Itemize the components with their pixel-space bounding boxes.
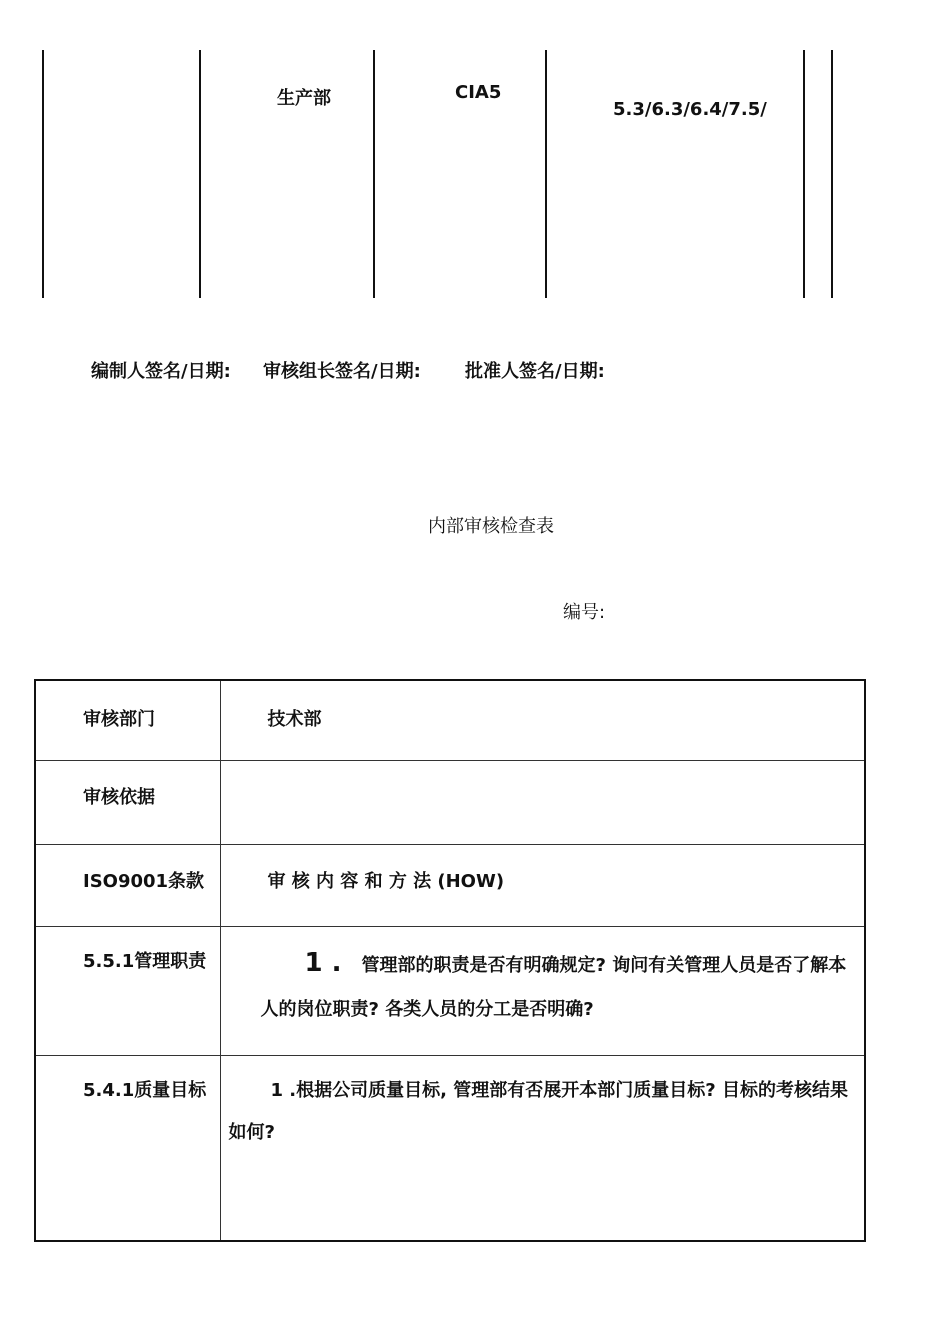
- row-label-cell: [35, 926, 220, 1055]
- table-row: [35, 680, 865, 760]
- audit-question: 1 . 管理部的职责是否有明确规定? 询问有关管理人员是否了解本人的岗位职责? 各类人员的分工是否明确?: [260, 947, 847, 1020]
- table-row: [35, 926, 865, 1055]
- row-content-cell: [220, 680, 865, 760]
- table-row: [35, 844, 865, 926]
- table-border-line: [199, 50, 201, 298]
- compiler-signature-label: 编制人签名/日期:: [91, 361, 231, 382]
- code-cell: CIA5: [455, 82, 502, 103]
- row-label-cell: [35, 680, 220, 760]
- audit-method-header: 审 核 内 容 和 方 法 (HOW): [267, 870, 505, 892]
- clause-label: 5.4.1质量目标: [83, 1079, 207, 1101]
- audit-department-value: 技术部: [267, 709, 322, 730]
- table-border-line: [803, 50, 805, 298]
- audit-question: 1 .根据公司质量目标, 管理部有否展开本部门质量目标? 目标的考核结果如何?: [228, 1079, 848, 1143]
- audit-basis-value: [221, 761, 865, 785]
- approver-signature-label: 批准人签名/日期:: [465, 361, 605, 382]
- table-row: [35, 760, 865, 844]
- audit-checklist-table: [34, 679, 866, 1242]
- table-border-line: [545, 50, 547, 298]
- row-content-cell: [220, 926, 865, 1055]
- audit-department-label: 审核部门: [83, 709, 155, 730]
- question-number: 1 .: [304, 947, 342, 978]
- clauses-cell: 5.3/6.3/6.4/7.5/: [613, 99, 767, 120]
- audit-basis-label: 审核依据: [83, 786, 155, 808]
- table-border-line: [42, 50, 44, 298]
- iso-clause-header: ISO9001条款: [83, 870, 205, 892]
- clause-label: 5.5.1管理职责: [83, 950, 207, 972]
- row-content-cell: [220, 1055, 865, 1241]
- row-label-cell: [35, 844, 220, 926]
- number-label: 编号:: [563, 602, 606, 623]
- table-row: [35, 1055, 865, 1241]
- row-label-cell: [35, 760, 220, 844]
- row-content-cell: [220, 760, 865, 844]
- row-content-cell: [220, 844, 865, 926]
- table-border-line: [831, 50, 833, 298]
- department-cell: 生产部: [277, 88, 331, 109]
- document-title: 内部审核检查表: [428, 516, 554, 537]
- table-border-line: [373, 50, 375, 298]
- row-label-cell: [35, 1055, 220, 1241]
- team-leader-signature-label: 审核组长签名/日期:: [263, 361, 421, 382]
